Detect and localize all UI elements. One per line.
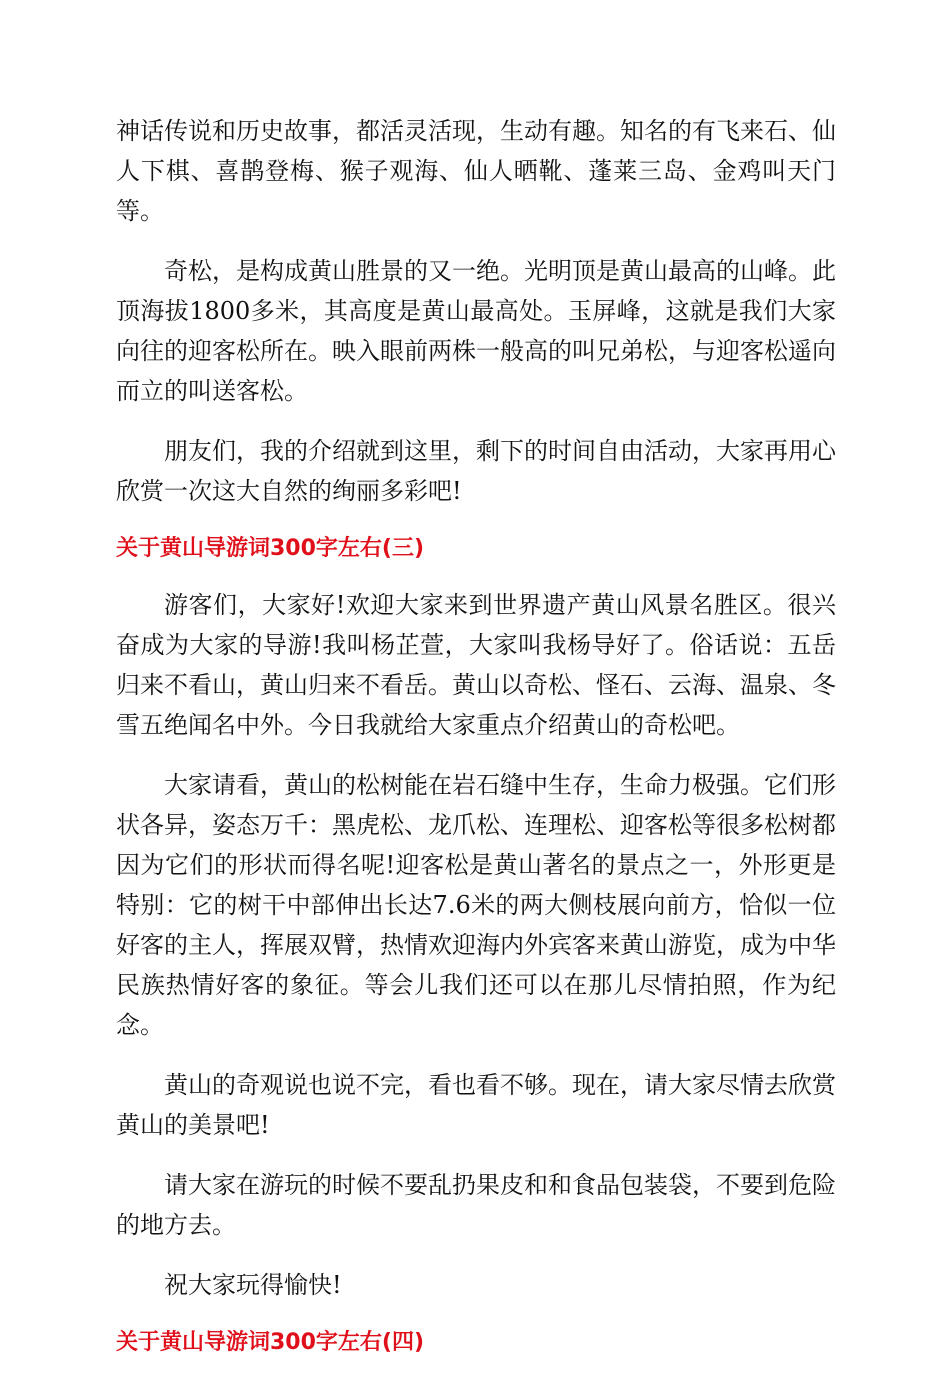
document-body	[116, 111, 836, 1379]
paragraph-wonders: 黄山的奇观说也说不完，看也看不够。现在，请大家尽情去欣赏黄山的美景吧!	[116, 1071, 836, 1139]
paragraph-farewell: 祝大家玩得愉快!	[164, 1271, 342, 1299]
paragraph-legends: 神话传说和历史故事，都活灵活现，生动有趣。知名的有飞来石、仙人下棋、喜鹊登梅、猴子观海、仙人晒靴、蓬莱三岛、金鸡叫天门等。	[116, 117, 836, 225]
paragraph-pines: 奇松，是构成黄山胜景的又一绝。光明顶是黄山最高的山峰。此顶海拔1800多米，其高度是黄山最高处。玉屏峰，这就是我们大家向往的迎客松所在。映入眼前两株一般高的叫兄弟松，与迎客松遥向而立的叫送客松。	[116, 257, 836, 405]
paragraph-pine-shapes: 大家请看，黄山的松树能在岩石缝中生存，生命力极强。它们形状各异，姿态万千：黑虎松、龙爪松、连理松、迎客松等很多松树都因为它们的形状而得名呢!迎客松是黄山著名的景点之一，外形更是特别：它的树干中部伸出长达7.6米的两大侧枝展向前方，恰似一位好客的主人，挥展双臂，热情欢迎海内外宾客来黄山游览，成为中华民族热情好客的象征。等会儿我们还可以在那儿尽情拍照，作为纪念。	[116, 771, 836, 1039]
paragraph-reminder: 请大家在游玩的时候不要乱扔果皮和和食品包装袋，不要到危险的地方去。	[116, 1171, 836, 1239]
section-heading-3: 关于黄山导游词300字左右(三)	[116, 536, 425, 561]
section-heading-4: 关于黄山导游词300字左右(四)	[116, 1330, 425, 1355]
paragraph-closing: 朋友们，我的介绍就到这里，剩下的时间自由活动，大家再用心欣赏一次这大自然的绚丽多彩吧!	[116, 437, 836, 505]
paragraph-welcome: 游客们，大家好!欢迎大家来到世界遗产黄山风景名胜区。很兴奋成为大家的导游!我叫杨芷萱，大家叫我杨导好了。俗话说：五岳归来不看山，黄山归来不看岳。黄山以奇松、怪石、云海、温泉、冬雪五绝闻名中外。今日我就给大家重点介绍黄山的奇松吧。	[116, 591, 836, 739]
